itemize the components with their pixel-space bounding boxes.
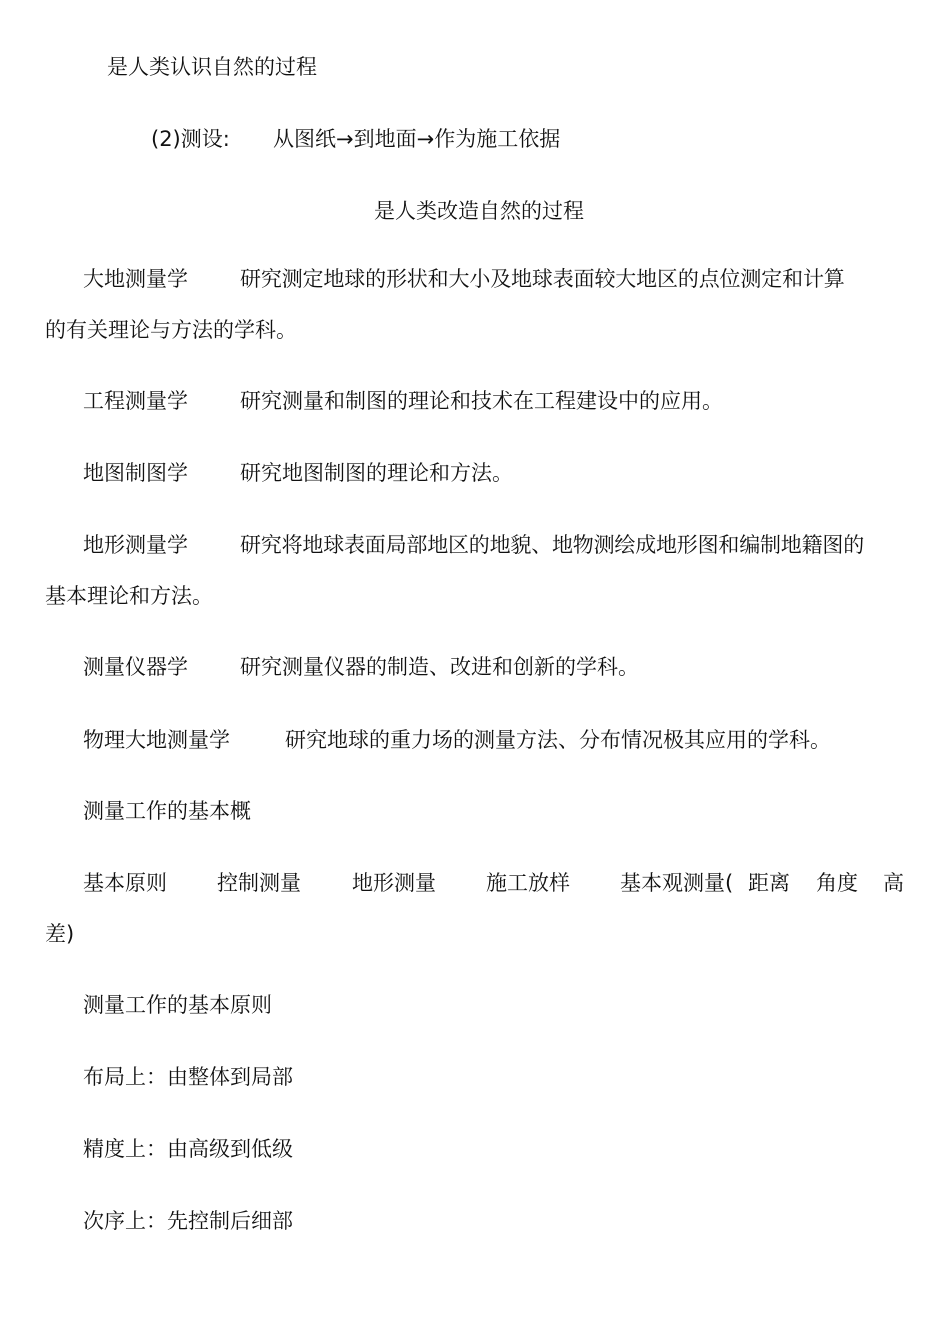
principle-layout: [83, 1063, 293, 1091]
principle-layout-text: 布局上：由整体到局部: [83, 1065, 293, 1089]
engineering-definition: 研究测量和制图的理论和技术在工程建设中的应用。: [240, 389, 723, 413]
principles-heading-text: 测量工作的基本原则: [83, 993, 272, 1017]
engineering-term: 工程测量学: [83, 389, 188, 413]
cartography-entry: [0, 459, 950, 487]
concept-basic-observations: 基本观测量(: [620, 871, 734, 895]
concepts-row-cont: [45, 920, 74, 948]
geodesy-definition-end: 的有关理论与方法的学科。: [45, 318, 297, 342]
layout-label: (2)测设:: [151, 127, 230, 151]
principle-order-text: 次序上：先控制后细部: [83, 1209, 293, 1233]
concepts-row: [0, 869, 950, 897]
concept-topographic-survey: 地形测量: [352, 871, 436, 895]
instrument-term: 测量仪器学: [83, 655, 188, 679]
geodesy-definition-cont: [45, 316, 297, 344]
topographic-definition: 研究将地球表面局部地区的地貌、地物测绘成地形图和编制地籍图的: [240, 533, 864, 557]
concept-height-difference-end: 差): [45, 922, 75, 946]
principle-accuracy-text: 精度上：由高级到低级: [83, 1137, 293, 1161]
concept-heading: [83, 797, 251, 825]
text-line-2: [0, 125, 950, 153]
layout-description: 从图纸→到地面→作为施工依据: [273, 127, 561, 151]
transformation-process-text: 是人类改造自然的过程: [374, 199, 584, 223]
topographic-definition-cont: [45, 582, 213, 610]
engineering-entry: [0, 387, 950, 415]
instrument-definition: 研究测量仪器的制造、改进和创新的学科。: [240, 655, 639, 679]
physical-geodesy-definition: 研究地球的重力场的测量方法、分布情况极其应用的学科。: [285, 728, 831, 752]
concept-height: 高: [883, 871, 904, 895]
cartography-term: 地图制图学: [83, 461, 188, 485]
physical-geodesy-term: 物理大地测量学: [83, 728, 230, 752]
cartography-definition: 研究地图制图的理论和方法。: [240, 461, 513, 485]
text-line-3: [374, 197, 584, 225]
concept-heading-text: 测量工作的基本概: [83, 799, 251, 823]
concept-control-survey: 控制测量: [217, 871, 301, 895]
topographic-entry: [0, 531, 950, 559]
cognition-process-text: 是人类认识自然的过程: [107, 55, 317, 79]
geodesy-entry: [0, 265, 950, 293]
principle-accuracy: [83, 1135, 293, 1163]
geodesy-term: 大地测量学: [83, 267, 188, 291]
geodesy-definition: 研究测定地球的形状和大小及地球表面较大地区的点位测定和计算: [240, 267, 845, 291]
concept-angle: 角度: [816, 871, 858, 895]
concept-basic-principle: 基本原则: [83, 871, 167, 895]
concept-distance: 距离: [748, 871, 790, 895]
topographic-term: 地形测量学: [83, 533, 188, 557]
instrument-entry: [0, 653, 950, 681]
principle-order: [83, 1207, 293, 1235]
physical-geodesy-entry: [0, 726, 950, 754]
topographic-definition-end: 基本理论和方法。: [45, 584, 213, 608]
principles-heading: [83, 991, 272, 1019]
text-line-1: [107, 53, 317, 81]
concept-construction-layout: 施工放样: [486, 871, 570, 895]
